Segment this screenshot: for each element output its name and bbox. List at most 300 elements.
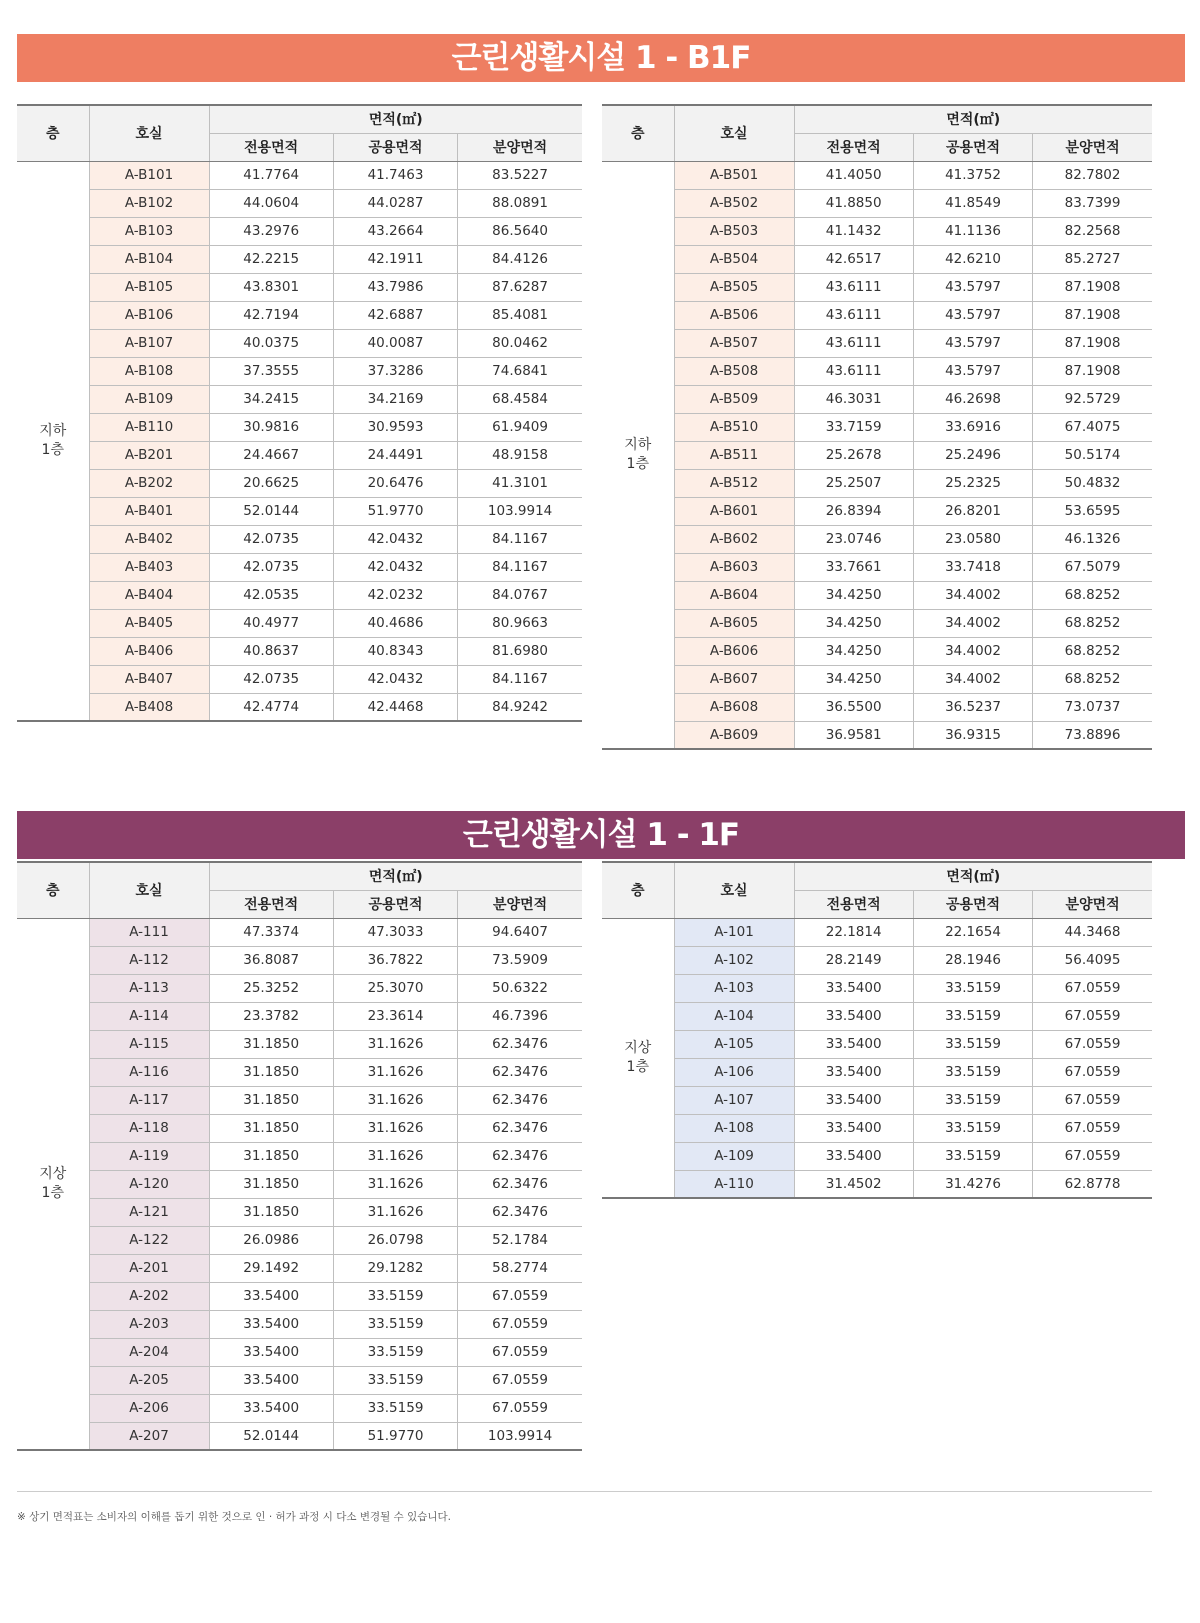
exclusive-area-cell: 30.9816	[209, 413, 333, 441]
common-area-cell: 36.9315	[913, 721, 1032, 749]
sale-area-cell: 50.6322	[458, 974, 582, 1002]
sale-area-cell: 67.0559	[1033, 1002, 1152, 1030]
sale-area-cell: 83.7399	[1033, 189, 1152, 217]
footer-divider	[17, 1491, 1152, 1492]
sale-area-cell: 62.3476	[458, 1170, 582, 1198]
header-area-group: 면적(㎡)	[794, 105, 1152, 133]
table-row	[602, 637, 1152, 665]
unit-cell: A-B403	[89, 553, 209, 581]
unit-cell: A-B103	[89, 217, 209, 245]
common-area-cell: 34.4002	[913, 581, 1032, 609]
exclusive-area-cell: 26.8394	[794, 497, 913, 525]
table-row	[17, 1422, 582, 1450]
unit-cell: A-107	[674, 1086, 794, 1114]
table-row	[17, 1142, 582, 1170]
floor-cell	[602, 161, 674, 749]
table-row	[17, 1114, 582, 1142]
table-row	[602, 525, 1152, 553]
unit-cell: A-110	[674, 1170, 794, 1198]
header-sale-area: 분양면적	[1033, 133, 1152, 161]
exclusive-area-cell: 31.1850	[209, 1198, 333, 1226]
sale-area-cell: 62.3476	[458, 1086, 582, 1114]
sale-area-cell: 87.1908	[1033, 301, 1152, 329]
table-row	[602, 1170, 1152, 1198]
table-row	[17, 469, 582, 497]
sale-area-cell: 52.1784	[458, 1226, 582, 1254]
unit-cell: A-B502	[674, 189, 794, 217]
exclusive-area-cell: 41.7764	[209, 161, 333, 189]
exclusive-area-cell: 31.4502	[794, 1170, 913, 1198]
table-row	[602, 946, 1152, 974]
unit-cell: A-B201	[89, 441, 209, 469]
sale-area-cell: 86.5640	[458, 217, 582, 245]
common-area-cell: 43.5797	[913, 273, 1032, 301]
exclusive-area-cell: 42.4774	[209, 693, 333, 721]
common-area-cell: 33.5159	[913, 974, 1032, 1002]
floor-label-line: 지상	[39, 1165, 67, 1182]
floor-cell	[17, 161, 89, 721]
common-area-cell: 33.5159	[913, 1030, 1032, 1058]
common-area-cell: 31.4276	[913, 1170, 1032, 1198]
sale-area-cell: 62.3476	[458, 1198, 582, 1226]
unit-cell: A-203	[89, 1310, 209, 1338]
unit-cell: A-B405	[89, 609, 209, 637]
sale-area-cell: 87.1908	[1033, 273, 1152, 301]
common-area-cell: 34.4002	[913, 609, 1032, 637]
common-area-cell: 33.5159	[913, 1058, 1032, 1086]
common-area-cell: 33.5159	[333, 1366, 457, 1394]
unit-cell: A-B511	[674, 441, 794, 469]
exclusive-area-cell: 52.0144	[209, 1422, 333, 1450]
common-area-cell: 31.1626	[333, 1114, 457, 1142]
exclusive-area-cell: 36.8087	[209, 946, 333, 974]
exclusive-area-cell: 34.4250	[794, 665, 913, 693]
header-area-group: 면적(㎡)	[209, 105, 582, 133]
sale-area-cell: 62.8778	[1033, 1170, 1152, 1198]
sale-area-cell: 103.9914	[458, 497, 582, 525]
sale-area-cell: 83.5227	[458, 161, 582, 189]
common-area-cell: 51.9770	[333, 497, 457, 525]
unit-cell: A-B501	[674, 161, 794, 189]
exclusive-area-cell: 41.4050	[794, 161, 913, 189]
exclusive-area-cell: 40.4977	[209, 609, 333, 637]
unit-cell: A-B109	[89, 385, 209, 413]
unit-cell: A-B402	[89, 525, 209, 553]
common-area-cell: 33.5159	[913, 1142, 1032, 1170]
unit-cell: A-105	[674, 1030, 794, 1058]
table-row	[602, 273, 1152, 301]
unit-cell: A-202	[89, 1282, 209, 1310]
table-row	[17, 357, 582, 385]
exclusive-area-cell: 41.8850	[794, 189, 913, 217]
exclusive-area-cell: 31.1850	[209, 1170, 333, 1198]
exclusive-area-cell: 29.1492	[209, 1254, 333, 1282]
sale-area-cell: 68.8252	[1033, 609, 1152, 637]
sale-area-cell: 84.1167	[458, 525, 582, 553]
sale-area-cell: 85.4081	[458, 301, 582, 329]
header-unit: 호실	[674, 105, 794, 161]
common-area-cell: 43.7986	[333, 273, 457, 301]
sale-area-cell: 46.1326	[1033, 525, 1152, 553]
unit-cell: A-B101	[89, 161, 209, 189]
unit-cell: A-B510	[674, 413, 794, 441]
header-area-group: 면적(㎡)	[794, 862, 1152, 890]
area-table-1f-right	[602, 861, 1152, 1199]
floor-label-line: 1층	[626, 1058, 649, 1075]
unit-cell: A-108	[674, 1114, 794, 1142]
sale-area-cell: 80.0462	[458, 329, 582, 357]
common-area-cell: 31.1626	[333, 1198, 457, 1226]
header-exclusive-area: 전용면적	[209, 133, 333, 161]
table-row	[602, 693, 1152, 721]
common-area-cell: 42.0232	[333, 581, 457, 609]
common-area-cell: 25.2325	[913, 469, 1032, 497]
sale-area-cell: 73.0737	[1033, 693, 1152, 721]
header-floor: 층	[602, 862, 674, 918]
table-row	[17, 1226, 582, 1254]
header-common-area: 공용면적	[333, 890, 457, 918]
sale-area-cell: 68.8252	[1033, 665, 1152, 693]
unit-cell: A-115	[89, 1030, 209, 1058]
sale-area-cell: 82.2568	[1033, 217, 1152, 245]
unit-cell: A-B512	[674, 469, 794, 497]
unit-cell: A-119	[89, 1142, 209, 1170]
common-area-cell: 33.5159	[333, 1310, 457, 1338]
exclusive-area-cell: 34.4250	[794, 581, 913, 609]
exclusive-area-cell: 36.5500	[794, 693, 913, 721]
unit-cell: A-B606	[674, 637, 794, 665]
exclusive-area-cell: 33.5400	[794, 1086, 913, 1114]
unit-cell: A-111	[89, 918, 209, 946]
table-row	[602, 1114, 1152, 1142]
header-sale-area: 분양면적	[458, 890, 582, 918]
sale-area-cell: 67.4075	[1033, 413, 1152, 441]
common-area-cell: 37.3286	[333, 357, 457, 385]
exclusive-area-cell: 22.1814	[794, 918, 913, 946]
sale-area-cell: 73.8896	[1033, 721, 1152, 749]
common-area-cell: 26.0798	[333, 1226, 457, 1254]
exclusive-area-cell: 34.4250	[794, 609, 913, 637]
table-row	[17, 245, 582, 273]
unit-cell: A-120	[89, 1170, 209, 1198]
header-floor: 층	[602, 105, 674, 161]
common-area-cell: 41.7463	[333, 161, 457, 189]
common-area-cell: 43.5797	[913, 329, 1032, 357]
sale-area-cell: 48.9158	[458, 441, 582, 469]
exclusive-area-cell: 31.1850	[209, 1058, 333, 1086]
exclusive-area-cell: 33.5400	[794, 1142, 913, 1170]
unit-cell: A-B507	[674, 329, 794, 357]
unit-cell: A-117	[89, 1086, 209, 1114]
table-row	[17, 974, 582, 1002]
unit-cell: A-B508	[674, 357, 794, 385]
common-area-cell: 42.6210	[913, 245, 1032, 273]
common-area-cell: 42.6887	[333, 301, 457, 329]
table-row	[602, 918, 1152, 946]
exclusive-area-cell: 31.1850	[209, 1142, 333, 1170]
exclusive-area-cell: 47.3374	[209, 918, 333, 946]
exclusive-area-cell: 28.2149	[794, 946, 913, 974]
unit-cell: A-B509	[674, 385, 794, 413]
common-area-cell: 33.5159	[913, 1086, 1032, 1114]
table-row	[17, 1310, 582, 1338]
table-row	[17, 385, 582, 413]
unit-cell: A-121	[89, 1198, 209, 1226]
exclusive-area-cell: 33.5400	[794, 974, 913, 1002]
unit-cell: A-112	[89, 946, 209, 974]
exclusive-area-cell: 33.5400	[794, 1030, 913, 1058]
table-row	[17, 1170, 582, 1198]
common-area-cell: 31.1626	[333, 1030, 457, 1058]
sale-area-cell: 81.6980	[458, 637, 582, 665]
common-area-cell: 40.4686	[333, 609, 457, 637]
common-area-cell: 25.3070	[333, 974, 457, 1002]
common-area-cell: 40.8343	[333, 637, 457, 665]
sale-area-cell: 61.9409	[458, 413, 582, 441]
common-area-cell: 34.4002	[913, 665, 1032, 693]
unit-cell: A-113	[89, 974, 209, 1002]
sale-area-cell: 50.4832	[1033, 469, 1152, 497]
common-area-cell: 31.1626	[333, 1170, 457, 1198]
sale-area-cell: 58.2774	[458, 1254, 582, 1282]
sale-area-cell: 88.0891	[458, 189, 582, 217]
table-row	[17, 665, 582, 693]
sale-area-cell: 87.1908	[1033, 329, 1152, 357]
exclusive-area-cell: 25.2507	[794, 469, 913, 497]
exclusive-area-cell: 23.0746	[794, 525, 913, 553]
table-row	[17, 413, 582, 441]
common-area-cell: 26.8201	[913, 497, 1032, 525]
table-row	[602, 497, 1152, 525]
header-floor: 층	[17, 862, 89, 918]
unit-cell: A-116	[89, 1058, 209, 1086]
unit-cell: A-118	[89, 1114, 209, 1142]
table-row	[602, 974, 1152, 1002]
area-table-1f-left	[17, 861, 582, 1451]
unit-cell: A-B105	[89, 273, 209, 301]
sale-area-cell: 68.8252	[1033, 637, 1152, 665]
unit-cell: A-103	[674, 974, 794, 1002]
table-row	[17, 637, 582, 665]
exclusive-area-cell: 33.5400	[209, 1282, 333, 1310]
sale-area-cell: 84.1167	[458, 553, 582, 581]
table-row	[602, 245, 1152, 273]
header-common-area: 공용면적	[913, 133, 1032, 161]
exclusive-area-cell: 33.5400	[209, 1366, 333, 1394]
sale-area-cell: 56.4095	[1033, 946, 1152, 974]
common-area-cell: 23.0580	[913, 525, 1032, 553]
unit-cell: A-206	[89, 1394, 209, 1422]
exclusive-area-cell: 46.3031	[794, 385, 913, 413]
table-row	[17, 1002, 582, 1030]
header-unit: 호실	[89, 862, 209, 918]
exclusive-area-cell: 34.2415	[209, 385, 333, 413]
table-row	[17, 1086, 582, 1114]
sale-area-cell: 67.0559	[1033, 974, 1152, 1002]
common-area-cell: 43.2664	[333, 217, 457, 245]
sale-area-cell: 82.7802	[1033, 161, 1152, 189]
exclusive-area-cell: 33.5400	[209, 1394, 333, 1422]
table-row	[602, 217, 1152, 245]
exclusive-area-cell: 33.7661	[794, 553, 913, 581]
common-area-cell: 22.1654	[913, 918, 1032, 946]
sale-area-cell: 53.6595	[1033, 497, 1152, 525]
table-row	[17, 1366, 582, 1394]
table-row	[602, 721, 1152, 749]
unit-cell: A-B106	[89, 301, 209, 329]
table-row	[17, 329, 582, 357]
table-row	[17, 553, 582, 581]
sale-area-cell: 87.1908	[1033, 357, 1152, 385]
table-row	[602, 1058, 1152, 1086]
table-row	[17, 1338, 582, 1366]
exclusive-area-cell: 43.6111	[794, 329, 913, 357]
exclusive-area-cell: 43.6111	[794, 273, 913, 301]
unit-cell: A-B407	[89, 665, 209, 693]
table-row	[17, 946, 582, 974]
common-area-cell: 34.2169	[333, 385, 457, 413]
table-row	[17, 301, 582, 329]
sale-area-cell: 62.3476	[458, 1030, 582, 1058]
table-row	[17, 1254, 582, 1282]
header-exclusive-area: 전용면적	[209, 890, 333, 918]
common-area-cell: 42.4468	[333, 693, 457, 721]
sale-area-cell: 62.3476	[458, 1142, 582, 1170]
exclusive-area-cell: 23.3782	[209, 1002, 333, 1030]
table-row	[17, 1282, 582, 1310]
floor-label-line: 지상	[624, 1039, 652, 1056]
unit-cell: A-B110	[89, 413, 209, 441]
table-row	[17, 217, 582, 245]
sale-area-cell: 73.5909	[458, 946, 582, 974]
common-area-cell: 42.0432	[333, 525, 457, 553]
common-area-cell: 43.5797	[913, 301, 1032, 329]
table-row	[17, 189, 582, 217]
unit-cell: A-204	[89, 1338, 209, 1366]
common-area-cell: 41.8549	[913, 189, 1032, 217]
unit-cell: A-207	[89, 1422, 209, 1450]
common-area-cell: 24.4491	[333, 441, 457, 469]
exclusive-area-cell: 37.3555	[209, 357, 333, 385]
unit-cell: A-B609	[674, 721, 794, 749]
common-area-cell: 42.1911	[333, 245, 457, 273]
exclusive-area-cell: 33.5400	[794, 1058, 913, 1086]
header-unit: 호실	[674, 862, 794, 918]
unit-cell: A-B102	[89, 189, 209, 217]
table-row	[602, 553, 1152, 581]
common-area-cell: 33.5159	[333, 1394, 457, 1422]
common-area-cell: 29.1282	[333, 1254, 457, 1282]
common-area-cell: 41.1136	[913, 217, 1032, 245]
header-common-area: 공용면적	[913, 890, 1032, 918]
unit-cell: A-B607	[674, 665, 794, 693]
table-row	[602, 385, 1152, 413]
sale-area-cell: 67.0559	[458, 1282, 582, 1310]
table-row	[17, 1394, 582, 1422]
unit-cell: A-101	[674, 918, 794, 946]
unit-cell: A-B601	[674, 497, 794, 525]
exclusive-area-cell: 42.0735	[209, 525, 333, 553]
table-row	[602, 469, 1152, 497]
sale-area-cell: 67.0559	[1033, 1114, 1152, 1142]
table-row	[17, 1058, 582, 1086]
common-area-cell: 20.6476	[333, 469, 457, 497]
unit-cell: A-104	[674, 1002, 794, 1030]
unit-cell: A-109	[674, 1142, 794, 1170]
table-row	[17, 525, 582, 553]
area-table-b1f-left	[17, 104, 582, 722]
unit-cell: A-B406	[89, 637, 209, 665]
sale-area-cell: 67.0559	[458, 1394, 582, 1422]
exclusive-area-cell: 43.8301	[209, 273, 333, 301]
common-area-cell: 31.1626	[333, 1058, 457, 1086]
common-area-cell: 42.0432	[333, 553, 457, 581]
exclusive-area-cell: 34.4250	[794, 637, 913, 665]
exclusive-area-cell: 44.0604	[209, 189, 333, 217]
unit-cell: A-B408	[89, 693, 209, 721]
common-area-cell: 43.5797	[913, 357, 1032, 385]
sale-area-cell: 67.0559	[1033, 1058, 1152, 1086]
exclusive-area-cell: 42.7194	[209, 301, 333, 329]
table-row	[17, 693, 582, 721]
common-area-cell: 31.1626	[333, 1086, 457, 1114]
unit-cell: A-B202	[89, 469, 209, 497]
sale-area-cell: 92.5729	[1033, 385, 1152, 413]
sale-area-cell: 46.7396	[458, 1002, 582, 1030]
exclusive-area-cell: 33.5400	[209, 1338, 333, 1366]
sale-area-cell: 68.8252	[1033, 581, 1152, 609]
sale-area-cell: 85.2727	[1033, 245, 1152, 273]
unit-cell: A-102	[674, 946, 794, 974]
sale-area-cell: 67.0559	[1033, 1142, 1152, 1170]
sale-area-cell: 67.0559	[1033, 1086, 1152, 1114]
common-area-cell: 31.1626	[333, 1142, 457, 1170]
table-row	[602, 329, 1152, 357]
floor-cell	[17, 918, 89, 1450]
common-area-cell: 33.5159	[333, 1282, 457, 1310]
floor-cell	[602, 918, 674, 1198]
sale-area-cell: 84.4126	[458, 245, 582, 273]
floor-label-line: 지하	[39, 422, 67, 439]
table-row	[602, 581, 1152, 609]
unit-cell: A-B503	[674, 217, 794, 245]
table-row	[602, 189, 1152, 217]
sale-area-cell: 94.6407	[458, 918, 582, 946]
unit-cell: A-B107	[89, 329, 209, 357]
sale-area-cell: 67.0559	[458, 1366, 582, 1394]
table-row	[17, 581, 582, 609]
exclusive-area-cell: 31.1850	[209, 1114, 333, 1142]
common-area-cell: 41.3752	[913, 161, 1032, 189]
table-row	[17, 441, 582, 469]
table-row	[602, 441, 1152, 469]
exclusive-area-cell: 42.0735	[209, 665, 333, 693]
common-area-cell: 33.5159	[913, 1114, 1032, 1142]
sale-area-cell: 84.0767	[458, 581, 582, 609]
exclusive-area-cell: 36.9581	[794, 721, 913, 749]
common-area-cell: 23.3614	[333, 1002, 457, 1030]
header-exclusive-area: 전용면적	[794, 133, 913, 161]
sale-area-cell: 50.5174	[1033, 441, 1152, 469]
exclusive-area-cell: 43.2976	[209, 217, 333, 245]
floor-label-line: 지하	[624, 436, 652, 453]
sale-area-cell: 84.1167	[458, 665, 582, 693]
exclusive-area-cell: 42.2215	[209, 245, 333, 273]
common-area-cell: 44.0287	[333, 189, 457, 217]
unit-cell: A-B108	[89, 357, 209, 385]
sale-area-cell: 84.9242	[458, 693, 582, 721]
common-area-cell: 46.2698	[913, 385, 1032, 413]
